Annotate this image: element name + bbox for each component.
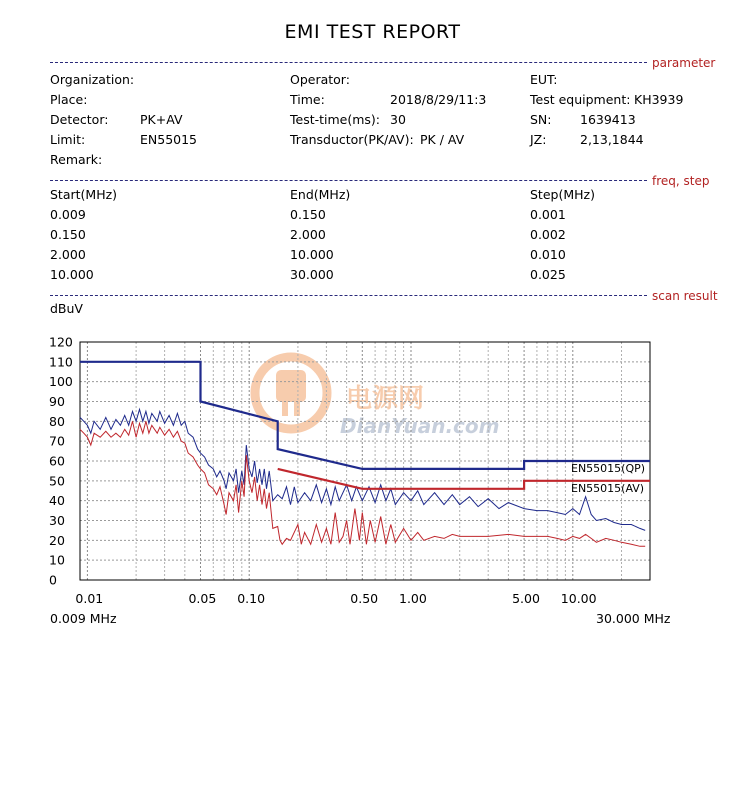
y-tick-label: 40 bbox=[49, 493, 65, 509]
y-tick-label: 90 bbox=[49, 394, 65, 409]
sn-label: SN: bbox=[530, 112, 552, 127]
freq-row-step: 0.002 bbox=[530, 227, 566, 242]
y-tick-label: 0 bbox=[49, 572, 57, 588]
section-label-freq-step: freq, step bbox=[652, 174, 710, 188]
y-tick-label: 70 bbox=[49, 433, 65, 449]
place-label: Place: bbox=[50, 92, 88, 107]
x-tick-label: 10.00 bbox=[560, 591, 597, 606]
section-label-scan-result: scan result bbox=[652, 289, 718, 303]
jz-value: 2,13,1844 bbox=[580, 132, 644, 147]
watermark-cn-text: 电源网 bbox=[346, 384, 425, 414]
x-range-end-label: 30.000 MHz bbox=[596, 611, 671, 626]
freq-row-end: 2.000 bbox=[290, 227, 326, 242]
y-tick-label: 110 bbox=[49, 354, 73, 370]
x-tick-label: 5.00 bbox=[512, 591, 540, 606]
limit-label: Limit: bbox=[50, 132, 86, 147]
x-tick-label: 1.00 bbox=[399, 591, 427, 606]
detector-label: Detector: bbox=[50, 112, 109, 127]
freq-row-start: 0.150 bbox=[50, 227, 86, 242]
x-tick-label: 0.10 bbox=[237, 591, 266, 606]
section-label-parameter: parameter bbox=[652, 56, 716, 70]
limit-label-av: EN55015(AV) bbox=[571, 481, 645, 495]
sn-value: 1639413 bbox=[580, 112, 636, 127]
y-tick-label: 100 bbox=[49, 374, 73, 390]
equipment-value: KH3939 bbox=[634, 92, 684, 107]
watermark-plug-pin bbox=[282, 402, 288, 416]
testtime-label: Test-time(ms): bbox=[290, 112, 381, 127]
x-tick-label: 0.01 bbox=[75, 591, 104, 606]
y-tick-label: 30 bbox=[49, 513, 65, 528]
freq-header-step: Step(MHz) bbox=[530, 187, 595, 202]
limit-label-qp: EN55015(QP) bbox=[571, 462, 646, 475]
y-axis-unit-label: dBuV bbox=[50, 301, 83, 316]
watermark-logo bbox=[255, 357, 499, 438]
equipment-label: Test equipment: bbox=[530, 92, 631, 107]
operator-label: Operator: bbox=[290, 72, 350, 87]
time-label: Time: bbox=[290, 92, 325, 107]
testtime-value: 30 bbox=[390, 112, 406, 127]
organization-label: Organization: bbox=[50, 72, 135, 87]
freq-row-start: 2.000 bbox=[50, 247, 86, 262]
y-tick-label: 20 bbox=[49, 532, 65, 548]
jz-label: JZ: bbox=[530, 132, 547, 147]
detector-value: PK+AV bbox=[140, 112, 183, 127]
freq-row-end: 0.150 bbox=[290, 207, 326, 222]
watermark-en-text: DianYuan.com bbox=[340, 414, 500, 438]
x-tick-label: 0.50 bbox=[350, 591, 379, 606]
freq-row-start: 0.009 bbox=[50, 207, 86, 222]
transductor-value: PK / AV bbox=[420, 132, 465, 147]
freq-row-start: 10.000 bbox=[50, 267, 94, 282]
x-tick-label: 0.05 bbox=[188, 591, 217, 606]
watermark-plug-pin bbox=[294, 402, 300, 416]
freq-row-step: 0.025 bbox=[530, 267, 566, 282]
freq-header-end: End(MHz) bbox=[290, 187, 351, 202]
eut-label: EUT: bbox=[530, 72, 558, 87]
freq-row-step: 0.001 bbox=[530, 207, 566, 222]
freq-row-step: 0.010 bbox=[530, 247, 566, 262]
y-tick-label: 60 bbox=[49, 453, 65, 469]
y-tick-label: 80 bbox=[49, 413, 65, 429]
remark-label: Remark: bbox=[50, 152, 103, 167]
y-tick-label: 120 bbox=[49, 334, 73, 350]
time-value: 2018/8/29/11:3 bbox=[390, 92, 487, 107]
freq-header-start: Start(MHz) bbox=[50, 187, 118, 202]
report-title: EMI TEST REPORT bbox=[284, 21, 461, 43]
watermark-plug-icon bbox=[276, 370, 306, 402]
x-range-start-label: 0.009 MHz bbox=[50, 611, 117, 626]
transductor-label: Transductor(PK/AV): bbox=[290, 132, 414, 147]
limit-value: EN55015 bbox=[140, 132, 198, 147]
freq-row-end: 10.000 bbox=[290, 247, 334, 262]
freq-row-end: 30.000 bbox=[290, 267, 334, 282]
chart-plot bbox=[49, 335, 650, 607]
y-tick-label: 50 bbox=[49, 473, 65, 489]
y-tick-label: 10 bbox=[49, 552, 65, 568]
